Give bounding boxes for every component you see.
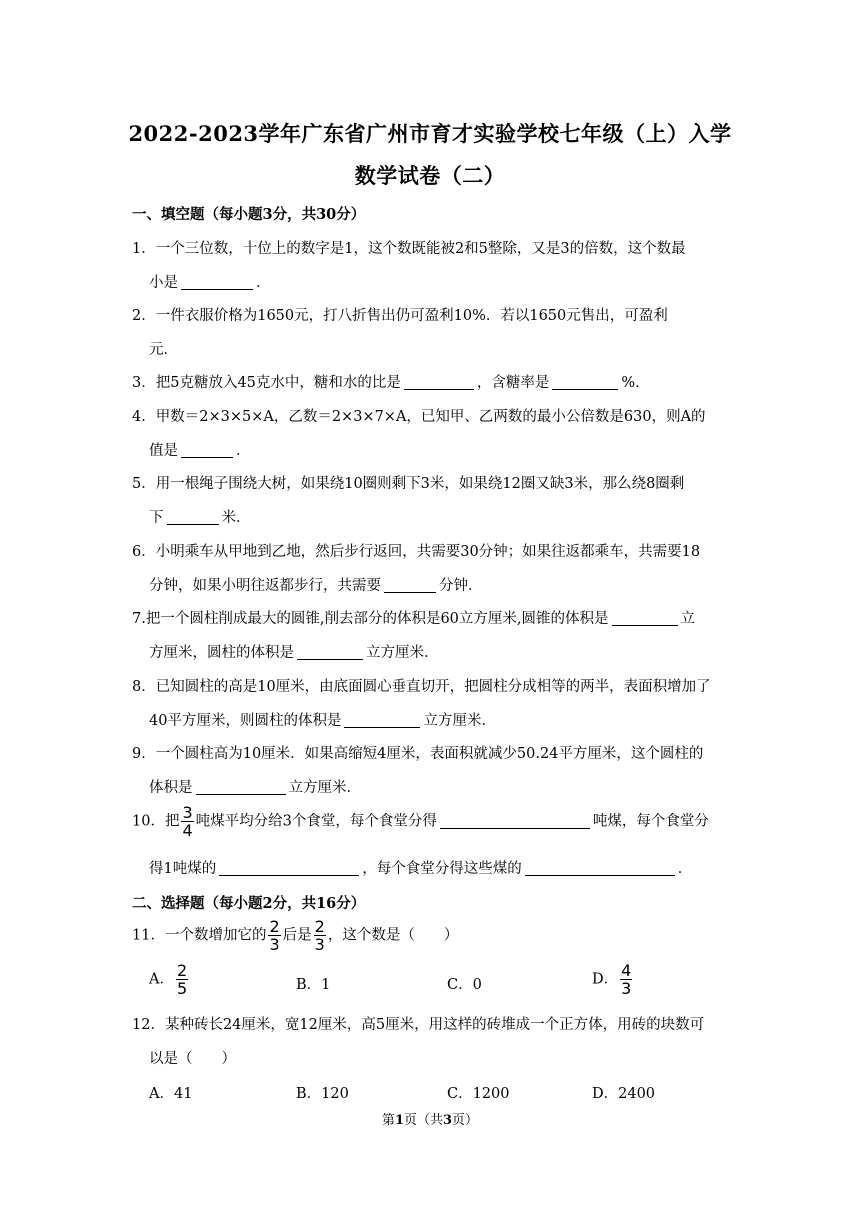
answer-blank[interactable] xyxy=(297,644,363,660)
question-2-line-2: 元． xyxy=(149,342,178,358)
question-5-text: 下 xyxy=(149,510,164,526)
question-11-text-c: ，这个数是（ ） xyxy=(327,927,459,944)
question-7-line-1 xyxy=(132,607,695,628)
question-1-text: 小是 xyxy=(149,275,178,291)
question-9-end: 立方厘米． xyxy=(288,780,361,796)
fraction-denominator: 3 xyxy=(621,979,632,998)
option-b[interactable]: B．1 xyxy=(296,977,331,993)
fraction xyxy=(620,962,632,997)
question-6-line-1: 6．小明乘车从甲地到乙地，然后步行返回，共需要30分钟；如果往返都乘车，共需要18 xyxy=(132,544,701,560)
option-d[interactable]: D．2400 xyxy=(592,1086,656,1102)
question-4-end: ． xyxy=(236,443,251,459)
question-3 xyxy=(132,371,650,392)
fraction-numerator: 2 xyxy=(269,917,280,936)
question-10-end: ． xyxy=(677,861,693,877)
fraction-denominator: 3 xyxy=(269,935,280,954)
fraction-numerator: 4 xyxy=(621,961,632,980)
question-9-line-1: 9．一个圆柱高为10厘米．如果高缩短4厘米，表面积就减少50.24平方厘米，这个圆柱的 xyxy=(132,746,704,762)
footer-text-c: 页） xyxy=(452,1113,479,1128)
question-10-text-e: ，每个食堂分得这些煤的 xyxy=(362,861,522,877)
question-3-text-b: ，含糖率是 xyxy=(476,375,550,391)
question-2-line-1: 2．一件衣服价格为1650元，打八折售出仍可盈利10%．若以1650元售出，可盈利 xyxy=(132,308,668,324)
question-11 xyxy=(132,918,458,953)
question-4-line-1: 4．甲数＝2×3×5×A，乙数＝2×3×7×A，已知甲、乙两数的最小公倍数是630，则A的 xyxy=(132,409,706,425)
title-line-1: 2022-2023学年广东省广州市育才实验学校七年级（上）入学 xyxy=(128,121,732,146)
question-11-text-a: 11．一个数增加它的 xyxy=(132,927,267,944)
question-12-line-1: 12．某种砖长24厘米，宽12厘米，高5厘米，用这样的砖堆成一个正方体，用砖的块数可 xyxy=(132,1017,705,1033)
question-10-line-2 xyxy=(149,857,692,878)
answer-blank[interactable] xyxy=(344,712,420,728)
answer-blank[interactable] xyxy=(612,610,678,626)
option-a[interactable]: A．41 xyxy=(149,1086,193,1102)
question-8-line-1: 8．已知圆柱的高是10厘米，由底面圆心垂直切开，把圆柱分成相等的两半，表面积增加了 xyxy=(132,679,711,695)
question-7-unit: 立 xyxy=(680,611,696,627)
fraction-numerator: 3 xyxy=(182,803,193,822)
option-a[interactable] xyxy=(149,962,190,997)
question-8-text: 40平方厘米，则圆柱的体积是 xyxy=(149,713,342,729)
current-page-number: 1 xyxy=(394,1113,404,1128)
question-1-line-1: 1．一个三位数，十位上的数字是1，这个数既能被2和5整除，又是3的倍数，这个数最 xyxy=(132,241,686,257)
option-d-label: D． xyxy=(592,971,619,988)
answer-blank[interactable] xyxy=(181,274,253,290)
option-d[interactable] xyxy=(592,962,634,997)
question-12-line-2: 以是（ ） xyxy=(149,1051,236,1067)
answer-blank[interactable] xyxy=(525,860,675,876)
page-footer xyxy=(0,1109,860,1128)
question-10-line-1 xyxy=(132,804,709,839)
question-7-text: 7.把一个圆柱削成最大的圆锥,削去部分的体积是60立方厘米,圆锥的体积是 xyxy=(132,611,609,627)
question-3-text-c: %． xyxy=(621,375,650,391)
section-multiple-choice: 二、选择题（每小题2分，共16分） xyxy=(132,895,366,912)
question-3-text-a: 3．把5克糖放入45克水中，糖和水的比是 xyxy=(132,375,401,391)
fraction xyxy=(176,962,188,997)
question-9-text: 体积是 xyxy=(149,780,193,796)
answer-blank[interactable] xyxy=(440,813,590,829)
question-8-end: 立方厘米． xyxy=(423,713,496,729)
question-10-text-c: 吨煤，每个食堂分 xyxy=(592,813,709,830)
fraction-denominator: 5 xyxy=(176,979,188,998)
option-c[interactable]: C．0 xyxy=(447,977,482,993)
question-6-line-2 xyxy=(149,574,483,595)
question-1-line-2 xyxy=(149,271,271,292)
fraction xyxy=(314,918,326,953)
answer-blank[interactable] xyxy=(219,860,359,876)
answer-blank[interactable] xyxy=(552,374,618,390)
question-7-line-2 xyxy=(149,641,439,662)
answer-blank[interactable] xyxy=(404,374,474,390)
total-page-count: 3 xyxy=(443,1113,453,1128)
question-10-text-d: 得1吨煤的 xyxy=(149,861,217,877)
question-11-text-b: 后是 xyxy=(282,927,312,944)
question-7-end: 立方厘米． xyxy=(366,645,439,661)
question-5-end: 米． xyxy=(221,510,251,526)
question-7-text-b: 方厘米，圆柱的体积是 xyxy=(149,645,294,661)
question-4-line-2 xyxy=(149,439,251,460)
fraction xyxy=(268,918,280,953)
fraction-denominator: 3 xyxy=(314,935,325,954)
option-b[interactable]: B．120 xyxy=(296,1086,349,1102)
answer-blank[interactable] xyxy=(167,509,219,525)
option-a-label: A． xyxy=(149,971,174,988)
question-5-line-2 xyxy=(149,506,251,527)
answer-blank[interactable] xyxy=(384,577,436,593)
question-10-text-b: 吨煤平均分给3个食堂，每个食堂分得 xyxy=(195,813,437,830)
answer-blank[interactable] xyxy=(196,779,286,795)
fraction-denominator: 4 xyxy=(182,821,193,840)
question-8-line-2 xyxy=(149,709,496,730)
fraction xyxy=(181,804,193,839)
question-9-line-2 xyxy=(149,776,361,797)
fraction-numerator: 2 xyxy=(314,917,325,936)
fraction-numerator: 2 xyxy=(176,961,188,980)
title-line-2: 数学试卷（二） xyxy=(354,163,506,188)
question-5-line-1: 5．用一根绳子围绕大树，如果绕10圈则剩下3米，如果绕12圈又缺3米，那么绕8圈剩 xyxy=(132,476,685,492)
section-fill-in: 一、填空题（每小题3分，共30分） xyxy=(132,206,366,223)
question-1-end: ． xyxy=(256,275,271,291)
answer-blank[interactable] xyxy=(181,442,233,458)
question-6-text: 分钟，如果小明往返都步行，共需要 xyxy=(149,578,381,594)
footer-text-a: 第 xyxy=(381,1113,395,1128)
question-4-text: 值是 xyxy=(149,443,178,459)
question-10-text-a: 10．把 xyxy=(132,813,180,830)
question-6-end: 分钟． xyxy=(439,578,483,594)
footer-text-b: 页（共 xyxy=(403,1113,443,1128)
option-c[interactable]: C．1200 xyxy=(447,1086,510,1102)
